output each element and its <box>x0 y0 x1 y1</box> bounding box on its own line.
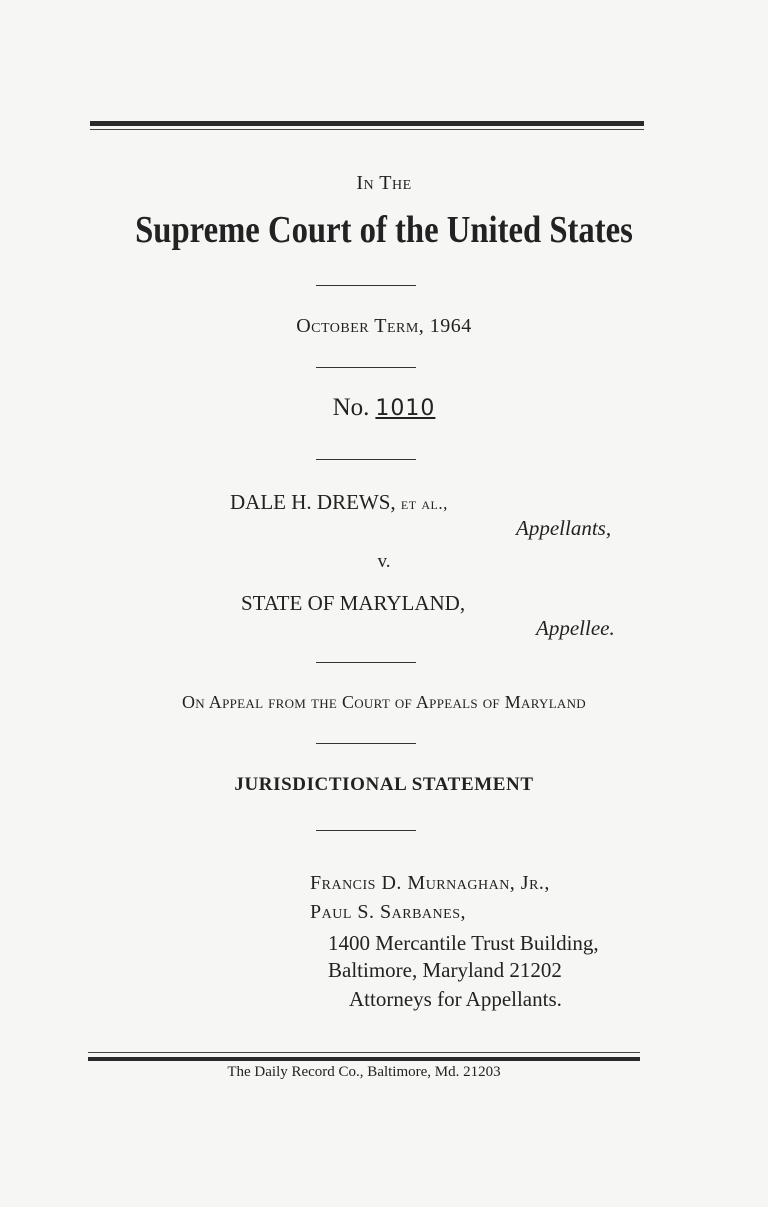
separator-rule <box>316 662 416 663</box>
attorney-name-2: Paul S. Sarbanes, <box>310 901 466 923</box>
appeal-line: On Appeal from the Court of Appeals of Maryland <box>182 692 586 712</box>
appellant-line <box>230 490 448 515</box>
court-intro: In The <box>356 172 412 194</box>
versus: v. <box>377 551 391 572</box>
printer-imprint: The Daily Record Co., Baltimore, Md. 21203 <box>227 1064 501 1080</box>
separator-rule <box>316 367 416 368</box>
docket-label: No. <box>332 394 370 421</box>
attorney-name-1: Francis D. Murnaghan, Jr., <box>310 872 550 894</box>
appellant-name: DALE H. DREWS, <box>230 490 396 514</box>
top-thick-rule <box>90 121 644 126</box>
top-thin-rule <box>90 129 644 130</box>
separator-rule <box>316 459 416 460</box>
appellee-name: STATE OF MARYLAND, <box>241 591 466 615</box>
docket-number: 1010 <box>375 396 436 421</box>
bottom-thick-rule <box>88 1057 640 1061</box>
appellant-suffix: et al., <box>400 494 448 513</box>
separator-rule <box>316 285 416 286</box>
bottom-thin-rule <box>88 1052 640 1053</box>
appellee-role: Appellee. <box>536 616 615 640</box>
separator-rule <box>316 743 416 744</box>
docket-number-line <box>0 394 768 422</box>
attorney-role: Attorneys for Appellants. <box>349 987 562 1011</box>
attorney-address-2: Baltimore, Maryland 21202 <box>328 958 562 982</box>
appellant-role: Appellants, <box>516 516 612 540</box>
separator-rule <box>316 830 416 831</box>
document-title: JURISDICTIONAL STATEMENT <box>234 774 534 795</box>
attorney-address-1: 1400 Mercantile Trust Building, <box>328 931 599 955</box>
court-title: Supreme Court of the United States <box>135 209 633 251</box>
term-line: October Term, 1964 <box>296 315 472 337</box>
